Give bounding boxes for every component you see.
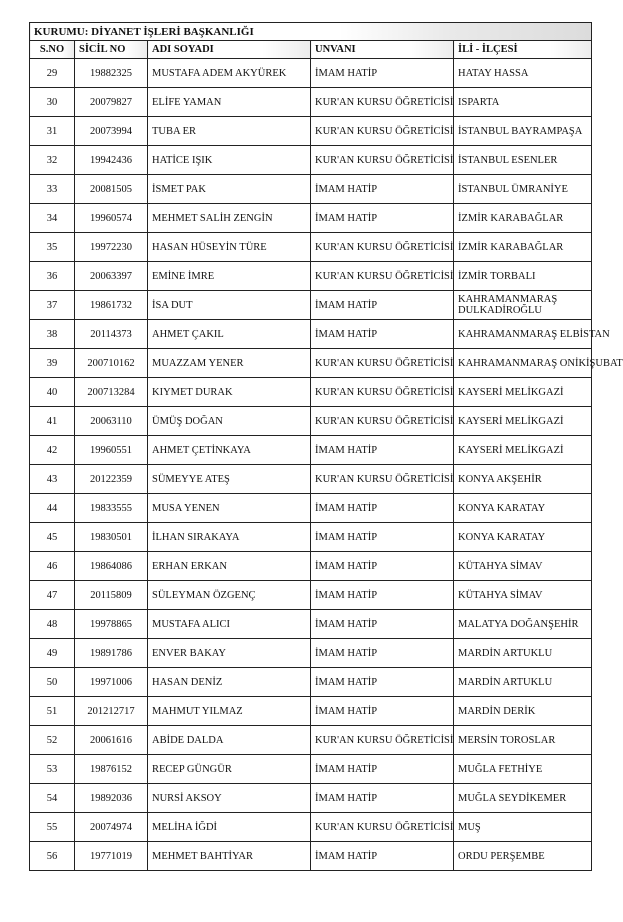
table-row: [30, 784, 592, 813]
full-name-cell: NURSİ AKSOY: [148, 784, 311, 813]
full-name-cell: ÜMÜŞ DOĞAN: [148, 407, 311, 436]
full-name-cell: SÜLEYMAN ÖZGENÇ: [148, 581, 311, 610]
row-number-cell: 55: [30, 813, 75, 842]
job-title-cell: İMAM HATİP: [311, 494, 454, 523]
registry-number-cell: 20063110: [75, 407, 148, 436]
table-row: [30, 697, 592, 726]
table-row: [30, 465, 592, 494]
table-row: [30, 755, 592, 784]
table-row: [30, 494, 592, 523]
job-title-cell: İMAM HATİP: [311, 436, 454, 465]
row-number-cell: 38: [30, 320, 75, 349]
registry-number-cell: 19771019: [75, 842, 148, 871]
row-number-cell: 39: [30, 349, 75, 378]
table-row: [30, 436, 592, 465]
full-name-cell: İSMET PAK: [148, 175, 311, 204]
table-row: [30, 552, 592, 581]
row-number-cell: 31: [30, 117, 75, 146]
registry-number-cell: 19892036: [75, 784, 148, 813]
table-row: [30, 378, 592, 407]
job-title-cell: İMAM HATİP: [311, 610, 454, 639]
row-number-cell: 48: [30, 610, 75, 639]
full-name-cell: RECEP GÜNGÜR: [148, 755, 311, 784]
full-name-cell: ERHAN ERKAN: [148, 552, 311, 581]
table-row: [30, 581, 592, 610]
job-title-cell: KUR'AN KURSU ÖĞRETİCİSİ: [311, 146, 454, 175]
province-district-cell: MARDİN ARTUKLU: [454, 639, 592, 668]
province-district-cell: İZMİR KARABAĞLAR: [454, 204, 592, 233]
registry-number-cell: 19978865: [75, 610, 148, 639]
full-name-cell: MUAZZAM YENER: [148, 349, 311, 378]
row-number-cell: 41: [30, 407, 75, 436]
registry-number-cell: 200710162: [75, 349, 148, 378]
row-number-cell: 56: [30, 842, 75, 871]
table-row: [30, 117, 592, 146]
job-title-cell: KUR'AN KURSU ÖĞRETİCİSİ: [311, 117, 454, 146]
row-number-cell: 49: [30, 639, 75, 668]
registry-number-cell: 20079827: [75, 88, 148, 117]
row-number-cell: 34: [30, 204, 75, 233]
job-title-cell: İMAM HATİP: [311, 697, 454, 726]
registry-number-cell: 19942436: [75, 146, 148, 175]
table-row: [30, 146, 592, 175]
table-row: [30, 813, 592, 842]
province-district-cell: KAHRAMANMARAŞ ELBİSTAN: [454, 320, 592, 349]
province-district-cell: İSTANBUL BAYRAMPAŞA: [454, 117, 592, 146]
job-title-cell: İMAM HATİP: [311, 175, 454, 204]
full-name-cell: MEHMET BAHTİYAR: [148, 842, 311, 871]
table-row: [30, 407, 592, 436]
registry-number-cell: 19876152: [75, 755, 148, 784]
registry-number-cell: 19864086: [75, 552, 148, 581]
full-name-cell: KIYMET DURAK: [148, 378, 311, 407]
column-header-sno: S.NO: [30, 41, 75, 59]
job-title-cell: İMAM HATİP: [311, 639, 454, 668]
row-number-cell: 30: [30, 88, 75, 117]
registry-number-cell: 20115809: [75, 581, 148, 610]
province-district-cell: MALATYA DOĞANŞEHİR: [454, 610, 592, 639]
full-name-cell: MUSTAFA ALICI: [148, 610, 311, 639]
table-row: [30, 59, 592, 88]
column-header-sicil: SİCİL NO: [75, 41, 148, 59]
full-name-cell: MEHMET SALİH ZENGİN: [148, 204, 311, 233]
table-row: [30, 668, 592, 697]
full-name-cell: MAHMUT YILMAZ: [148, 697, 311, 726]
table-row: [30, 842, 592, 871]
job-title-cell: İMAM HATİP: [311, 552, 454, 581]
row-number-cell: 36: [30, 262, 75, 291]
full-name-cell: MELİHA İĞDİ: [148, 813, 311, 842]
registry-number-cell: 20061616: [75, 726, 148, 755]
registry-number-cell: 19833555: [75, 494, 148, 523]
province-district-cell: KAYSERİ MELİKGAZİ: [454, 378, 592, 407]
row-number-cell: 40: [30, 378, 75, 407]
job-title-cell: KUR'AN KURSU ÖĞRETİCİSİ: [311, 262, 454, 291]
province-district-cell: KONYA KARATAY: [454, 494, 592, 523]
province-district-cell: KAYSERİ MELİKGAZİ: [454, 407, 592, 436]
table-row: [30, 726, 592, 755]
registry-number-cell: 19891786: [75, 639, 148, 668]
table-row: [30, 204, 592, 233]
column-header-location: İLİ - İLÇESİ: [454, 41, 592, 59]
full-name-cell: MUSA YENEN: [148, 494, 311, 523]
job-title-cell: KUR'AN KURSU ÖĞRETİCİSİ: [311, 233, 454, 262]
province-district-cell: KONYA KARATAY: [454, 523, 592, 552]
registry-number-cell: 19861732: [75, 291, 148, 320]
full-name-cell: AHMET ÇETİNKAYA: [148, 436, 311, 465]
job-title-cell: İMAM HATİP: [311, 291, 454, 320]
job-title-cell: KUR'AN KURSU ÖĞRETİCİSİ: [311, 407, 454, 436]
registry-number-cell: 19971006: [75, 668, 148, 697]
full-name-cell: AHMET ÇAKIL: [148, 320, 311, 349]
row-number-cell: 35: [30, 233, 75, 262]
table-row: [30, 639, 592, 668]
province-district-cell: İZMİR KARABAĞLAR: [454, 233, 592, 262]
full-name-cell: HATİCE IŞIK: [148, 146, 311, 175]
row-number-cell: 37: [30, 291, 75, 320]
province-district-cell: KAHRAMANMARAŞ DULKADİROĞLU: [454, 291, 592, 320]
row-number-cell: 47: [30, 581, 75, 610]
row-number-cell: 52: [30, 726, 75, 755]
registry-number-cell: 19960574: [75, 204, 148, 233]
registry-number-cell: 20073994: [75, 117, 148, 146]
row-number-cell: 53: [30, 755, 75, 784]
row-number-cell: 45: [30, 523, 75, 552]
registry-number-cell: 19960551: [75, 436, 148, 465]
full-name-cell: MUSTAFA ADEM AKYÜREK: [148, 59, 311, 88]
province-district-cell: KAYSERİ MELİKGAZİ: [454, 436, 592, 465]
row-number-cell: 32: [30, 146, 75, 175]
table-row: [30, 610, 592, 639]
province-district-cell: MARDİN DERİK: [454, 697, 592, 726]
province-district-cell: KAHRAMANMARAŞ ONİKİŞUBAT: [454, 349, 592, 378]
registry-number-cell: 20122359: [75, 465, 148, 494]
registry-number-cell: 19882325: [75, 59, 148, 88]
table-row: [30, 175, 592, 204]
province-district-cell: KÜTAHYA SİMAV: [454, 552, 592, 581]
row-number-cell: 54: [30, 784, 75, 813]
job-title-cell: İMAM HATİP: [311, 204, 454, 233]
row-number-cell: 46: [30, 552, 75, 581]
row-number-cell: 44: [30, 494, 75, 523]
province-district-cell: İZMİR TORBALI: [454, 262, 592, 291]
registry-number-cell: 20063397: [75, 262, 148, 291]
province-district-cell: MUĞLA SEYDİKEMER: [454, 784, 592, 813]
column-header-title: UNVANI: [311, 41, 454, 59]
row-number-cell: 50: [30, 668, 75, 697]
row-number-cell: 42: [30, 436, 75, 465]
full-name-cell: EMİNE İMRE: [148, 262, 311, 291]
table-row: [30, 291, 592, 320]
full-name-cell: İLHAN SIRAKAYA: [148, 523, 311, 552]
table-row: [30, 349, 592, 378]
registry-number-cell: 20114373: [75, 320, 148, 349]
table-row: [30, 320, 592, 349]
column-header-row: [30, 41, 592, 59]
registry-number-cell: 201212717: [75, 697, 148, 726]
job-title-cell: KUR'AN KURSU ÖĞRETİCİSİ: [311, 726, 454, 755]
full-name-cell: ABİDE DALDA: [148, 726, 311, 755]
job-title-cell: İMAM HATİP: [311, 581, 454, 610]
row-number-cell: 51: [30, 697, 75, 726]
province-district-cell: İSTANBUL ESENLER: [454, 146, 592, 175]
registry-number-cell: 200713284: [75, 378, 148, 407]
table-row: [30, 88, 592, 117]
table-row: [30, 262, 592, 291]
job-title-cell: KUR'AN KURSU ÖĞRETİCİSİ: [311, 813, 454, 842]
province-district-cell: KONYA AKŞEHİR: [454, 465, 592, 494]
personnel-table: [29, 22, 623, 871]
row-number-cell: 43: [30, 465, 75, 494]
table-body: [30, 59, 623, 871]
registry-number-cell: 19830501: [75, 523, 148, 552]
province-district-cell: MARDİN ARTUKLU: [454, 668, 592, 697]
full-name-cell: HASAN DENİZ: [148, 668, 311, 697]
row-number-cell: 33: [30, 175, 75, 204]
registry-number-cell: 19972230: [75, 233, 148, 262]
job-title-cell: İMAM HATİP: [311, 755, 454, 784]
province-district-cell: İSTANBUL ÜMRANİYE: [454, 175, 592, 204]
column-header-name: ADI SOYADI: [148, 41, 311, 59]
province-district-cell: MUĞLA FETHİYE: [454, 755, 592, 784]
province-district-cell: ISPARTA: [454, 88, 592, 117]
province-district-cell: MERSİN TOROSLAR: [454, 726, 592, 755]
job-title-cell: İMAM HATİP: [311, 842, 454, 871]
job-title-cell: KUR'AN KURSU ÖĞRETİCİSİ: [311, 378, 454, 407]
registry-number-cell: 20081505: [75, 175, 148, 204]
job-title-cell: KUR'AN KURSU ÖĞRETİCİSİ: [311, 465, 454, 494]
province-district-cell: KÜTAHYA SİMAV: [454, 581, 592, 610]
job-title-cell: İMAM HATİP: [311, 320, 454, 349]
province-district-cell: HATAY HASSA: [454, 59, 592, 88]
full-name-cell: HASAN HÜSEYİN TÜRE: [148, 233, 311, 262]
full-name-cell: TUBA ER: [148, 117, 311, 146]
province-district-cell: ORDU PERŞEMBE: [454, 842, 592, 871]
row-number-cell: 29: [30, 59, 75, 88]
full-name-cell: İSA DUT: [148, 291, 311, 320]
institution-title: KURUMU: DİYANET İŞLERİ BAŞKANLIĞI: [30, 23, 592, 41]
job-title-cell: KUR'AN KURSU ÖĞRETİCİSİ: [311, 88, 454, 117]
job-title-cell: İMAM HATİP: [311, 784, 454, 813]
job-title-cell: İMAM HATİP: [311, 668, 454, 697]
job-title-cell: İMAM HATİP: [311, 523, 454, 552]
full-name-cell: ELİFE YAMAN: [148, 88, 311, 117]
table-row: [30, 523, 592, 552]
province-district-cell: MUŞ: [454, 813, 592, 842]
table-row: [30, 233, 592, 262]
job-title-cell: KUR'AN KURSU ÖĞRETİCİSİ: [311, 349, 454, 378]
institution-row: [30, 23, 592, 41]
full-name-cell: ENVER BAKAY: [148, 639, 311, 668]
job-title-cell: İMAM HATİP: [311, 59, 454, 88]
full-name-cell: SÜMEYYE ATEŞ: [148, 465, 311, 494]
registry-number-cell: 20074974: [75, 813, 148, 842]
